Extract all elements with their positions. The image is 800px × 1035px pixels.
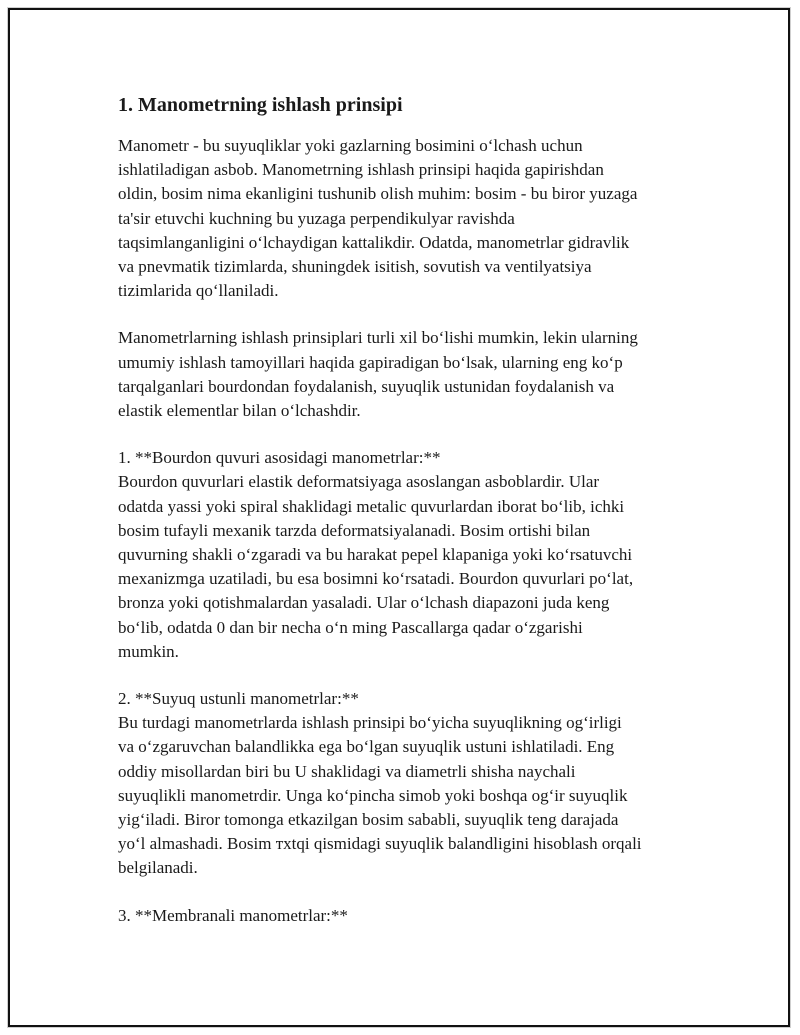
paragraph-gap [118,423,698,446]
paragraph-bourdon: 1. **Bourdon quvuri asosidagi manometrlar:** Bourdon quvurlari elastik deformatsiyaga asoslangan asboblardir. Ular odatda yassi yoki spiral shaklidagi metalic quvurlardan iborat bo‘lib, ichki bosim tufayli mexanik tarzda deformatsiyalanadi. Bosim ortishi bilan quvurning shakli o‘zgaradi va bu harakat pepel klapaniga yoki ko‘rsatuvchi mexanizmga uzatiladi, bu esa bosimni ko‘rsatadi. Bourdon quvurlari po‘lat, bronza yoki qotishmalardan yasaladi. Ular o‘lchash diapazoni juda keng bo‘lib, odatda 0 dan bir necha o‘n ming Pascallarga qadar o‘zgarishi mumkin. [118,448,634,661]
paragraph-membrane: 3. **Membranali manometrlar:** [118,905,348,925]
paragraph-intro: Manometr - bu suyuqliklar yoki gazlarning bosimini o‘lchash uchun ishlatiladigan asbob. Manometrning ishlash prinsipi haqida gapirishdan oldin, bosim nima ekanligini tushunib olish muhim: bosim - bu biror yuzaga ta'sir etuvchi kuchning bu yuzaga perpendikulyar ravishda taqsimlanganligini o‘lchaydigan kattalikdir. Odatda, manometrlar gidravlik va pnevmatik tizimlarda, shuningdek isitish, sovutish va ventilyatsiya tizimlarida qo‘llaniladi. [118,136,638,301]
paragraph-gap [118,881,698,904]
paragraph-gap [118,303,698,326]
document-title: 1. Manometrning ishlash prinsipi [118,94,403,116]
paragraph-gap [118,664,698,687]
paragraph-liquid-column: 2. **Suyuq ustunli manometrlar:** Bu turdagi manometrlarda ishlash prinsipi bo‘yicha suyuqlikning og‘irligi va o‘zgaruvchan balandlikka ega bo‘lgan suyuqlik ustuni ishlatiladi. Eng oddiy misollardan biri bu U shaklidagi va diametrli shisha naychali suyuqlikli manometrdir. Unga ko‘pincha simob yoki boshqa og‘ir suyuqlik yig‘iladi. Biror tomonga etkazilgan bosim sababli, suyuqlik teng darajada yo‘l almashadi. Bosim тxtqi qismidagi suyuqlik balandligini hisoblash orqali belgilanadi. [118,689,642,878]
paragraph-principles: Manometrlarning ishlash prinsiplari turli xil bo‘lishi mumkin, lekin ularning umumiy ishlash tamoyillari haqida gapiradigan bo‘lsak, ularning eng ko‘p tarqalganlari bourdondan foydalanish, suyuqlik ustunidan foydalanish va elastik elementlar bilan o‘lchashdir. [118,328,638,421]
document-body [118,93,698,928]
